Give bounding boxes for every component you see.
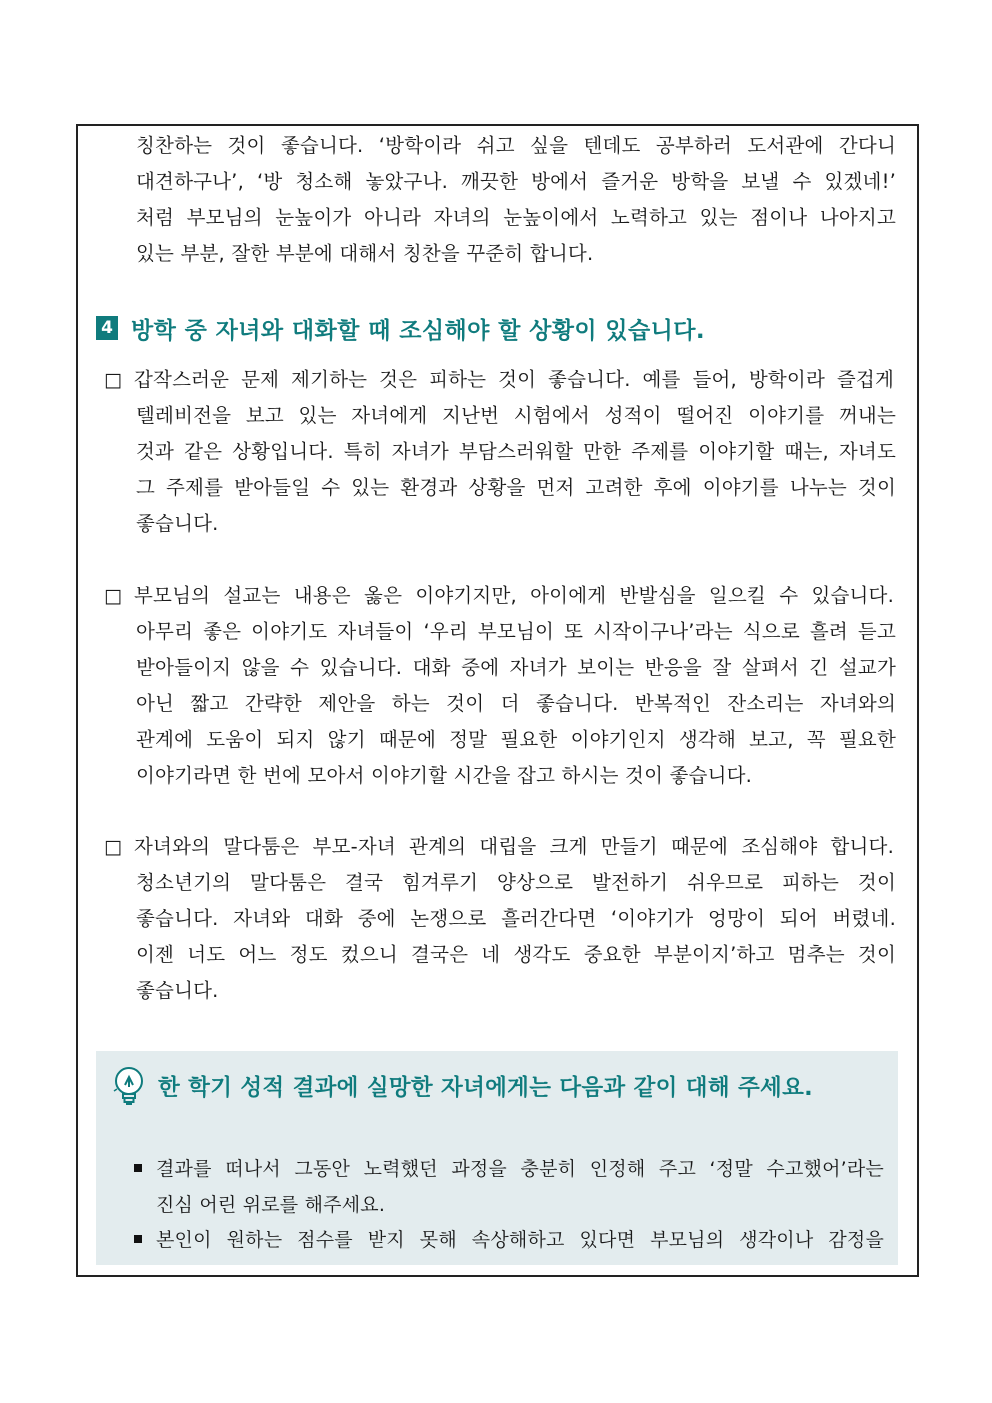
- tip-line: 본인이 원하는 점수를 받지 못해 속상해하고 있다면 부모님의 생각이나 감정을: [156, 1229, 884, 1251]
- caution-paragraph: [104, 829, 896, 1009]
- paragraph-line: 이젠 너도 어느 정도 컸으니 결국은 네 생각도 중요한 부분이지’하고 멈추는 것이: [136, 943, 896, 966]
- section-heading: [96, 311, 705, 345]
- paragraph-line: 받아들이지 않을 수 있습니다. 대화 중에 자녀가 보이는 반응을 잘 살펴서 긴 설교가: [136, 656, 896, 679]
- paragraph-line: 부모님의 설교는 내용은 옳은 이야기지만, 아이에게 반발심을 일으킬 수 있습니다.: [134, 584, 894, 607]
- intro-line: 있는 부분, 잘한 부분에 대해서 칭찬을 꾸준히 합니다.: [136, 242, 594, 265]
- lightbulb-icon: [112, 1065, 148, 1107]
- paragraph-line: 아무리 좋은 이야기도 자녀들이 ‘우리 부모님이 또 시작이구나’라는 식으로 흘려 듣고: [136, 620, 896, 643]
- caution-paragraph: [104, 578, 896, 794]
- tip-list-item: [134, 1151, 886, 1223]
- section-title: 방학 중 자녀와 대화할 때 조심해야 할 상황이 있습니다.: [131, 317, 705, 344]
- checkbox-bullet: □: [104, 836, 122, 858]
- paragraph-line: 좋습니다.: [136, 512, 219, 535]
- tip-list-item: [134, 1222, 886, 1258]
- paragraph-line: 관계에 도움이 되지 않기 때문에 정말 필요한 이야기인지 생각해 보고, 꼭 필요한: [136, 728, 896, 751]
- paragraph-line: 자녀와의 말다툼은 부모-자녀 관계의 대립을 크게 만들기 때문에 조심해야 합니다.: [134, 835, 894, 858]
- paragraph-line: 갑작스러운 문제 제기하는 것은 피하는 것이 좋습니다. 예를 들어, 방학이라 즐겁게: [134, 368, 894, 391]
- paragraph-line: 좋습니다. 자녀와 대화 중에 논쟁으로 흘러간다면 ‘이야기가 엉망이 되어 버렸네.: [136, 907, 896, 930]
- intro-line: 처럼 부모님의 눈높이가 아니라 자녀의 눈높이에서 노력하고 있는 점이나 나아지고: [136, 206, 896, 229]
- tip-title: 한 학기 성적 결과에 실망한 자녀에게는 다음과 같이 대해 주세요.: [158, 1075, 813, 1101]
- square-bullet-icon: [134, 1235, 142, 1243]
- paragraph-line: 청소년기의 말다툼은 결국 힘겨루기 양상으로 발전하기 쉬우므로 피하는 것이: [136, 871, 896, 894]
- section-number-badge: 4: [96, 316, 118, 340]
- paragraph-line: 것과 같은 상황입니다. 특히 자녀가 부담스러워할 만한 주제를 이야기할 때는, 자녀도: [136, 440, 896, 463]
- paragraph-line: 좋습니다.: [136, 979, 219, 1002]
- square-bullet-icon: [134, 1164, 142, 1172]
- intro-line: 칭찬하는 것이 좋습니다. ‘방학이라 쉬고 싶을 텐데도 공부하러 도서관에 간다니: [136, 134, 896, 157]
- caution-paragraph: [104, 362, 896, 542]
- checkbox-bullet: □: [104, 369, 122, 391]
- tip-header: [112, 1065, 813, 1107]
- paragraph-line: 텔레비전을 보고 있는 자녀에게 지난번 시험에서 성적이 떨어진 이야기를 꺼내는: [136, 404, 896, 427]
- intro-paragraph: [136, 128, 896, 272]
- paragraph-line: 아닌 짧고 간략한 제안을 하는 것이 더 좋습니다. 반복적인 잔소리는 자녀와의: [136, 692, 896, 715]
- tip-box: [96, 1051, 898, 1265]
- tip-line: 진심 어린 위로를 해주세요.: [156, 1194, 386, 1216]
- tip-line: 결과를 떠나서 그동안 노력했던 과정을 충분히 인정해 주고 ‘정말 수고했어’라는: [156, 1158, 884, 1180]
- intro-line: 대견하구나’, ‘방 청소해 놓았구나. 깨끗한 방에서 즐거운 방학을 보낼 수 있겠네!’: [136, 170, 896, 193]
- paragraph-line: 이야기라면 한 번에 모아서 이야기할 시간을 잡고 하시는 것이 좋습니다.: [136, 764, 753, 787]
- checkbox-bullet: □: [104, 585, 122, 607]
- paragraph-line: 그 주제를 받아들일 수 있는 환경과 상황을 먼저 고려한 후에 이야기를 나누는 것이: [136, 476, 896, 499]
